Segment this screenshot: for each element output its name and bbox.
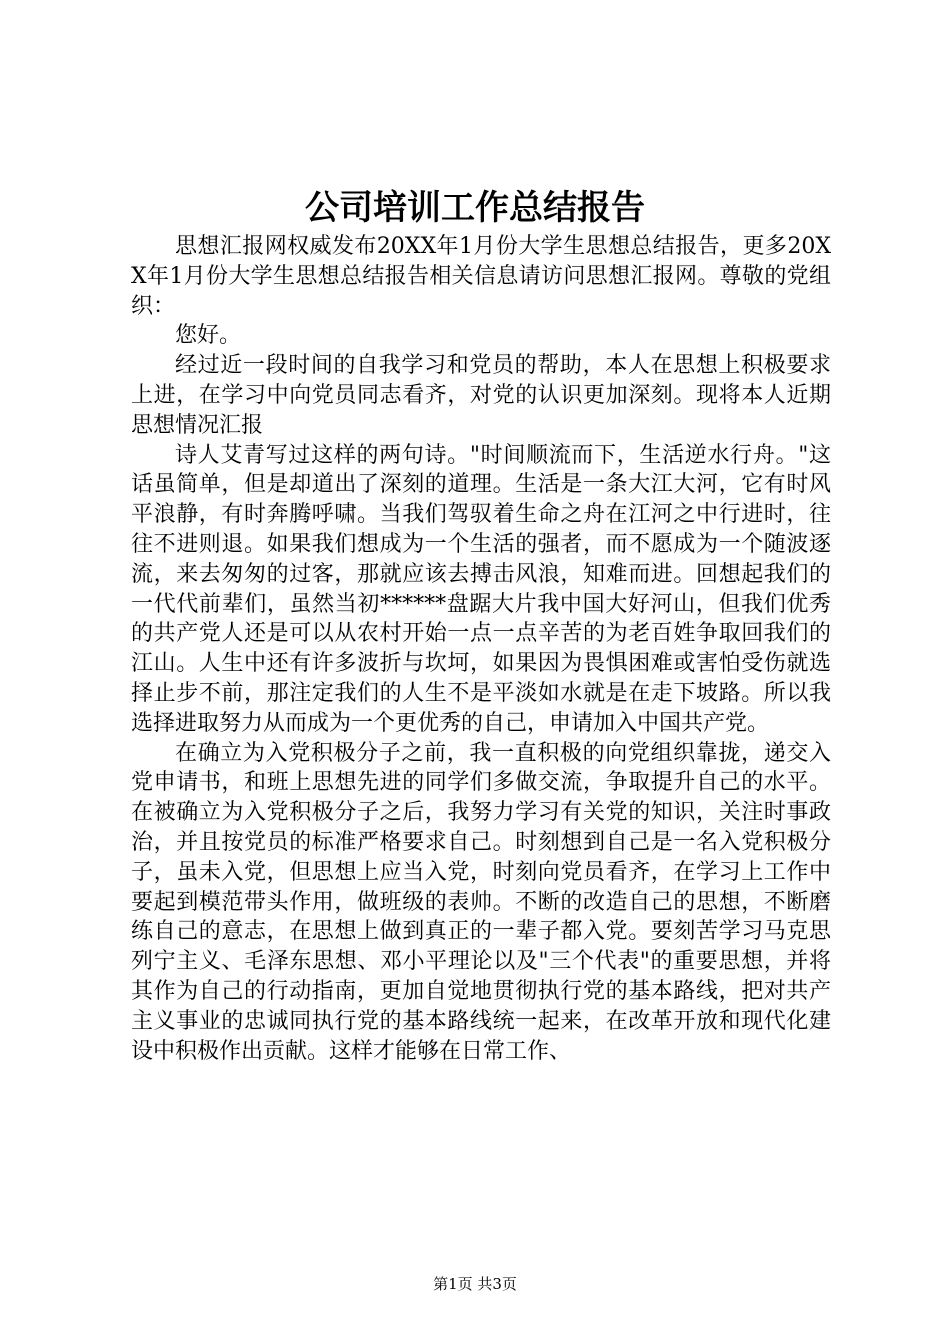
paragraph-opening: 经过近一段时间的自我学习和党员的帮助，本人在思想上积极要求上进，在学习中向党员同志看齐，对党的认识更加深刻。现将本人近期思想情况汇报 [131,353,831,438]
page-title: 公司培训工作总结报告 [305,188,645,228]
paragraph-activist: 在确立为入党积极分子之前，我一直积极的向党组织靠拢，递交入党申请书，和班上思想先进的同学们多做交流，争取提升自己的水平。在被确立为入党积极分子之后，我努力学习有关党的知识，关注时事政治，并且按党员的标准严格要求自己。时刻想到自己是一名入党积极分子，虽未入党，但思想上应当入党，时刻向党员看齐，在学习上工作中要起到模范带头作用，做班级的表帅。不断的改造自己的思想，不断磨练自己的意志，在思想上做到真正的一辈子都入党。要刻苦学习马克思列宁主义、毛泽东思想、邓小平理论以及"三个代表"的重要思想，并将其作为自己的行动指南，更加自觉地贯彻执行党的基本路线，把对共产主义事业的忠诚同执行党的基本路线统一起来，在改革开放和现代化建设中积极作出贡献。这样才能够在日常工作、 [131,740,831,1064]
paragraph-greeting: 您好。 [175,323,242,349]
paragraph-intro: 思想汇报网权威发布20XX年1月份大学生思想总结报告，更多20XX年1月份大学生思想总结报告相关信息请访问思想汇报网。尊敬的党组织： [131,234,831,319]
paragraph-poem: 诗人艾青写过这样的两句诗。"时间顺流而下，生活逆水行舟。"这话虽简单，但是却道出了深刻的道理。生活是一条大江大河，它有时风平浪静，有时奔腾呼啸。当我们驾驭着生命之舟在江河之中行进时，往往不进则退。如果我们想成为一个生活的强者，而不愿成为一个随波逐流，来去匆匆的过客，那就应该去搏击风浪，知难而进。回想起我们的一代代前辈们，虽然当初******盘踞大片我中国大好河山，但我们优秀的共产党人还是可以从农村开始一点一点辛苦的为老百姓争取回我们的江山。人生中还有许多波折与坎坷，如果因为畏惧困难或害怕受伤就选择止步不前，那注定我们的人生不是平淡如水就是在走下坡路。所以我选择进取努力从而成为一个更优秀的自己，申请加入中国共产党。 [131,442,831,736]
document-body [131,232,831,1066]
page-number: 第1页 共3页 [433,1275,517,1293]
